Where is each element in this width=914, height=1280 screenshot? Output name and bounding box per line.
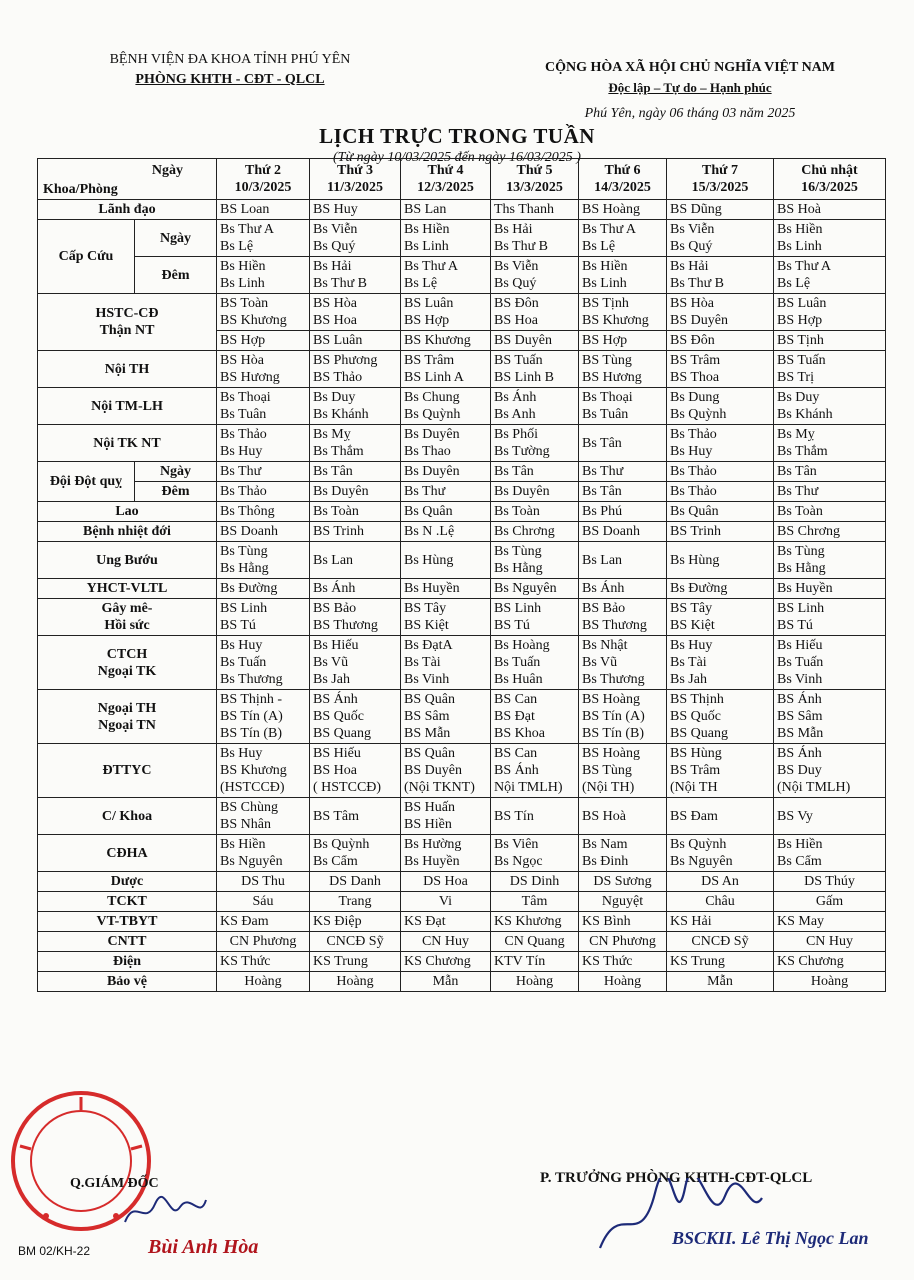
duty-cell: Bs Tùng Bs Hằng (217, 542, 310, 579)
duty-cell: BS Lan (401, 200, 491, 220)
duty-cell: Bs Nhật Bs Vũ Bs Thương (579, 636, 667, 690)
corner-dept-label: Khoa/Phòng (43, 182, 118, 197)
duty-cell: Bs Hiền Bs Nguyên (217, 835, 310, 872)
shift-label: Đêm (135, 482, 217, 502)
duty-cell: Bs Hiếu Bs Vũ Bs Jah (310, 636, 401, 690)
day-header (667, 159, 774, 200)
duty-cell: Bs Viễn Bs Quý (310, 220, 401, 257)
duty-cell: Bs Hải Bs Thư B (667, 257, 774, 294)
duty-cell: Vi (401, 892, 491, 912)
department-cell: Đội Đột quỵ (38, 462, 135, 502)
day-date: 12/3/2025 (417, 180, 474, 195)
duty-cell: BS Ánh BS Quốc BS Quang (310, 690, 401, 744)
duty-cell: BS Đam (667, 798, 774, 835)
duty-cell: Bs Thư (401, 482, 491, 502)
duty-cell: Bs Duy Bs Khánh (310, 388, 401, 425)
duty-cell: Bs Quỳnh Bs Cẩm (310, 835, 401, 872)
duty-cell: Bs Ánh Bs Anh (491, 388, 579, 425)
duty-cell: KS Bình (579, 912, 667, 932)
day-name: Thứ 7 (701, 163, 739, 178)
duty-cell: Bs Thông (217, 502, 310, 522)
duty-cell: Bs Huy BS Khương (HSTCCĐ) (217, 744, 310, 798)
duty-cell: KS Trung (310, 952, 401, 972)
department-name: PHÒNG KHTH - CĐT - QLCL (135, 72, 325, 87)
duty-cell: Bs Duyên Bs Thao (401, 425, 491, 462)
schedule-row (38, 690, 886, 744)
department-cell: Nội TM-LH (38, 388, 217, 425)
department-cell: Nội TK NT (38, 425, 217, 462)
duty-cell: Mẫn (401, 972, 491, 992)
department-cell: C/ Khoa (38, 798, 217, 835)
duty-cell: Bs Mỵ Bs Thắm (310, 425, 401, 462)
duty-cell: Bs Thư (774, 482, 886, 502)
duty-cell: BS Linh BS Tú (774, 599, 886, 636)
duty-cell: Bs Thảo (217, 482, 310, 502)
duty-cell: KS Hải (667, 912, 774, 932)
duty-cell: BS Hòa BS Hoa (310, 294, 401, 331)
duty-cell: BS Đôn BS Hoa (491, 294, 579, 331)
duty-cell: KS Đam (217, 912, 310, 932)
day-header (401, 159, 491, 200)
duty-cell: Bs Quân (401, 502, 491, 522)
duty-cell: BS Thịnh BS Quốc BS Quang (667, 690, 774, 744)
department-cell: Bệnh nhiệt đới (38, 522, 217, 542)
duty-cell: CN Huy (774, 932, 886, 952)
duty-cell: DS Dinh (491, 872, 579, 892)
schedule-row (38, 932, 886, 952)
duty-cell: Bs Phối Bs Tường (491, 425, 579, 462)
department-cell: YHCT-VLTL (38, 579, 217, 599)
duty-cell: KS Điệp (310, 912, 401, 932)
duty-cell: Bs Thư A Bs Lệ (579, 220, 667, 257)
duty-cell: BS Hiếu BS Hoa ( HSTCCĐ) (310, 744, 401, 798)
duty-cell: Bs Ánh (579, 579, 667, 599)
schedule-row (38, 599, 886, 636)
left-signatory-title: Q.GIÁM ĐỐC (70, 1176, 159, 1191)
duty-cell: BS Đôn (667, 331, 774, 351)
duty-cell: CN Phương (217, 932, 310, 952)
nation-title: CỘNG HÒA XÃ HỘI CHỦ NGHĨA VIỆT NAM (544, 60, 835, 75)
duty-cell: BS Tịnh BS Khương (579, 294, 667, 331)
duty-cell: Hoàng (774, 972, 886, 992)
duty-cell: BS Doanh (579, 522, 667, 542)
right-signer-name: BSCKII. Lê Thị Ngọc Lan (672, 1228, 869, 1248)
schedule-row (38, 744, 886, 798)
duty-cell: Bs Huy Bs Tài Bs Jah (667, 636, 774, 690)
day-name: Thứ 6 (604, 163, 641, 178)
duty-cell: BS Loan (217, 200, 310, 220)
shift-label: Ngày (135, 462, 217, 482)
duty-cell: Bs Viễn Bs Quý (667, 220, 774, 257)
duty-cell: BS Chrơng (774, 522, 886, 542)
duty-cell: Bs Tân (579, 425, 667, 462)
duty-cell: Bs Thảo (667, 462, 774, 482)
duty-cell: BS Dũng (667, 200, 774, 220)
right-signatory-title: P. TRƯỞNG PHÒNG KHTH-CĐT-QLCL (540, 1170, 813, 1186)
department-cell: ĐTTYC (38, 744, 217, 798)
duty-cell: BS Luân BS Hợp (401, 294, 491, 331)
duty-cell: BS Hoàng BS Tùng (Nội TH) (579, 744, 667, 798)
duty-cell: BS Chùng BS Nhân (217, 798, 310, 835)
department-cell: CNTT (38, 932, 217, 952)
duty-cell: BS Trinh (667, 522, 774, 542)
duty-cell: Bs Hường Bs Huyền (401, 835, 491, 872)
day-name: Thứ 5 (516, 163, 553, 178)
national-motto: Độc lập – Tự do – Hạnh phúc (608, 80, 772, 95)
duty-cell: Bs Duyên (401, 462, 491, 482)
schedule-row (38, 522, 886, 542)
schedule-row (38, 892, 886, 912)
schedule-row (38, 200, 886, 220)
duty-cell: BS Hợp (579, 331, 667, 351)
schedule-row (38, 835, 886, 872)
duty-cell: Hoàng (579, 972, 667, 992)
duty-cell: Bs Toàn (491, 502, 579, 522)
duty-cell: BS Tây BS Kiệt (667, 599, 774, 636)
duty-cell: Bs Phú (579, 502, 667, 522)
schedule-row (38, 351, 886, 388)
header-row (38, 159, 886, 200)
duty-cell: Bs Viễn Bs Quý (491, 257, 579, 294)
schedule-row (38, 388, 886, 425)
duty-cell: Bs Thư A Bs Lệ (774, 257, 886, 294)
duty-cell: Bs Hải Bs Thư B (491, 220, 579, 257)
duty-cell: BS Hoà (579, 798, 667, 835)
duty-cell: BS Tịnh (774, 331, 886, 351)
duty-cell: KS Đạt (401, 912, 491, 932)
duty-cell: DS Thu (217, 872, 310, 892)
day-header (579, 159, 667, 200)
department-cell: Lao (38, 502, 217, 522)
duty-cell: BS Hòa BS Duyên (667, 294, 774, 331)
duty-cell: DS An (667, 872, 774, 892)
duty-cell: Bs Duyên (491, 482, 579, 502)
duty-cell: BS Duyên (491, 331, 579, 351)
duty-cell: BS Trâm BS Linh A (401, 351, 491, 388)
duty-cell: BS Ánh BS Sâm BS Mẫn (774, 690, 886, 744)
department-cell: Bảo vệ (38, 972, 217, 992)
duty-cell: Hoàng (217, 972, 310, 992)
duty-cell: KS Trung (667, 952, 774, 972)
duty-cell: Bs Tân (310, 462, 401, 482)
duty-cell: Bs Hiền Bs Linh (774, 220, 886, 257)
duty-cell: Bs Thư (579, 462, 667, 482)
duty-cell: BS Toàn BS Khương (217, 294, 310, 331)
corner-header (38, 159, 217, 200)
schedule-row (38, 872, 886, 892)
duty-cell: Bs Thoại Bs Tuân (217, 388, 310, 425)
duty-cell: Bs Quỳnh Bs Nguyên (667, 835, 774, 872)
duty-cell: CNCĐ Sỹ (310, 932, 401, 952)
day-date: 15/3/2025 (691, 180, 749, 195)
duty-cell: Bs Ánh (310, 579, 401, 599)
duty-cell: KS Khương (491, 912, 579, 932)
department-cell: HSTC-CĐ Thận NT (38, 294, 217, 351)
duty-cell: Bs Thư A Bs Lệ (401, 257, 491, 294)
duty-cell: Bs N .Lệ (401, 522, 491, 542)
issue-date: Phú Yên, ngày 06 tháng 03 năm 2025 (584, 106, 796, 121)
duty-cell: Bs Thư (217, 462, 310, 482)
duty-cell: Bs Tân (774, 462, 886, 482)
duty-cell: BS Hoà (774, 200, 886, 220)
duty-cell: BS Khương (401, 331, 491, 351)
schedule-row (38, 579, 886, 599)
corner-day-label: Ngày (151, 163, 183, 178)
duty-cell: BS Tây BS Kiệt (401, 599, 491, 636)
department-cell: Ngoại TH Ngoại TN (38, 690, 217, 744)
schedule-row (38, 952, 886, 972)
duty-cell: Hoàng (491, 972, 579, 992)
duty-cell: CNCĐ Sỹ (667, 932, 774, 952)
duty-cell: BS Ánh BS Duy (Nội TMLH) (774, 744, 886, 798)
duty-cell: Bs Hiếu Bs Tuấn Bs Vinh (774, 636, 886, 690)
duty-cell: BS Can BS Ánh Nội TMLH) (491, 744, 579, 798)
duty-cell: Bs Huyền (401, 579, 491, 599)
duty-cell: Bs Lan (579, 542, 667, 579)
duty-cell: Bs Hiền Bs Cẩm (774, 835, 886, 872)
duty-cell: Bs Thoại Bs Tuân (579, 388, 667, 425)
day-date: 10/3/2025 (234, 180, 292, 195)
duty-cell: BS Quân BS Duyên (Nội TKNT) (401, 744, 491, 798)
duty-cell: CN Huy (401, 932, 491, 952)
schedule-row (38, 636, 886, 690)
duty-cell: BS Trinh (310, 522, 401, 542)
duty-cell: BS Trâm BS Thoa (667, 351, 774, 388)
duty-cell: KS May (774, 912, 886, 932)
document-title: LỊCH TRỰC TRONG TUẦN (319, 124, 595, 148)
duty-cell: Bs Huy Bs Tuấn Bs Thương (217, 636, 310, 690)
department-cell: CĐHA (38, 835, 217, 872)
schedule-row (38, 502, 886, 522)
duty-cell: BS Luân BS Hợp (774, 294, 886, 331)
duty-cell: DS Danh (310, 872, 401, 892)
duty-cell: KS Thức (579, 952, 667, 972)
day-name: Thứ 3 (336, 163, 374, 178)
schedule-row (38, 912, 886, 932)
department-cell: Điện (38, 952, 217, 972)
duty-cell: BS Luân (310, 331, 401, 351)
day-header (217, 159, 310, 200)
duty-cell: Bs Đường (217, 579, 310, 599)
duty-cell: Hoàng (310, 972, 401, 992)
duty-cell: Bs Toàn (310, 502, 401, 522)
duty-cell: DS Thúy (774, 872, 886, 892)
duty-cell: Bs Hiền Bs Linh (579, 257, 667, 294)
duty-cell: BS Can BS Đạt BS Khoa (491, 690, 579, 744)
day-header (774, 159, 886, 200)
duty-cell: Bs Toàn (774, 502, 886, 522)
duty-cell: BS Hoàng (579, 200, 667, 220)
duty-cell: Ths Thanh (491, 200, 579, 220)
duty-cell: BS Huấn BS Hiền (401, 798, 491, 835)
department-cell: CTCH Ngoại TK (38, 636, 217, 690)
duty-cell: Bs ĐạtA Bs Tài Bs Vinh (401, 636, 491, 690)
duty-cell: BS Bảo BS Thương (310, 599, 401, 636)
schedule-row (38, 972, 886, 992)
duty-cell: BS Phương BS Thảo (310, 351, 401, 388)
day-header (310, 159, 401, 200)
duty-cell: Bs Nam Bs Đinh (579, 835, 667, 872)
duty-cell: BS Vy (774, 798, 886, 835)
duty-cell: BS Hoàng BS Tín (A) BS Tín (B) (579, 690, 667, 744)
duty-cell: Bs Mỵ Bs Thắm (774, 425, 886, 462)
duty-cell: Nguyệt (579, 892, 667, 912)
hospital-name: BỆNH VIỆN ĐA KHOA TỈNH PHÚ YÊN (109, 52, 351, 67)
duty-cell: Trang (310, 892, 401, 912)
schedule-row (38, 462, 886, 482)
day-date: 14/3/2025 (594, 180, 651, 195)
duty-schedule-table (37, 158, 886, 992)
duty-cell: BS Huy (310, 200, 401, 220)
schedule-row (38, 542, 886, 579)
department-cell: Nội TH (38, 351, 217, 388)
schedule-row (38, 220, 886, 257)
duty-cell: BS Doanh (217, 522, 310, 542)
duty-cell: Bs Lan (310, 542, 401, 579)
day-date: 11/3/2025 (326, 180, 383, 195)
duty-cell: BS Bảo BS Thương (579, 599, 667, 636)
duty-cell: CN Phương (579, 932, 667, 952)
department-cell: VT-TBYT (38, 912, 217, 932)
left-signer-name: Bùi Anh Hòa (148, 1236, 259, 1258)
duty-cell: Bs Hùng (667, 542, 774, 579)
duty-cell: BS Hợp (217, 331, 310, 351)
duty-cell: Bs Viên Bs Ngọc (491, 835, 579, 872)
duty-cell: Bs Chung Bs Quỳnh (401, 388, 491, 425)
form-code: BM 02/KH-22 (18, 1244, 91, 1258)
duty-cell: DS Sương (579, 872, 667, 892)
duty-cell: Mẫn (667, 972, 774, 992)
schedule-row (38, 425, 886, 462)
duty-cell: Bs Huyền (774, 579, 886, 599)
duty-cell: KS Chương (774, 952, 886, 972)
duty-cell: Bs Hải Bs Thư B (310, 257, 401, 294)
duty-cell: Bs Thảo (667, 482, 774, 502)
department-cell: Cấp Cứu (38, 220, 135, 294)
day-date: 16/3/2025 (801, 180, 858, 195)
duty-cell: Bs Hùng (401, 542, 491, 579)
duty-cell: Bs Thảo Bs Huy (217, 425, 310, 462)
department-cell: Ung Bướu (38, 542, 217, 579)
duty-cell: Tâm (491, 892, 579, 912)
shift-label: Đêm (135, 257, 217, 294)
duty-cell: Sáu (217, 892, 310, 912)
day-name: Thứ 4 (427, 163, 464, 178)
duty-cell: Bs Hoàng Bs Tuấn Bs Huân (491, 636, 579, 690)
duty-cell: Bs Duyên (310, 482, 401, 502)
schedule-row (38, 294, 886, 331)
duty-cell: Bs Hiền Bs Linh (217, 257, 310, 294)
duty-cell: Bs Dung Bs Quỳnh (667, 388, 774, 425)
schedule-row (38, 798, 886, 835)
duty-cell: Bs Tân (579, 482, 667, 502)
duty-cell: Bs Chrơng (491, 522, 579, 542)
duty-cell: BS Tuấn BS Linh B (491, 351, 579, 388)
day-name: Thứ 2 (244, 163, 282, 178)
duty-cell: KS Thức (217, 952, 310, 972)
issuer-block (70, 50, 390, 90)
national-header (505, 58, 875, 124)
duty-cell: Bs Duy Bs Khánh (774, 388, 886, 425)
duty-cell: Bs Đường (667, 579, 774, 599)
duty-cell: CN Quang (491, 932, 579, 952)
day-name: Chủ nhật (801, 163, 858, 178)
department-cell: Lãnh đạo (38, 200, 217, 220)
duty-cell: BS Tuấn BS Trị (774, 351, 886, 388)
duty-cell: Bs Tùng Bs Hằng (491, 542, 579, 579)
duty-cell: BS Hùng BS Trâm (Nội TH (667, 744, 774, 798)
duty-cell: KTV Tín (491, 952, 579, 972)
duty-cell: BS Linh BS Tú (217, 599, 310, 636)
department-cell: TCKT (38, 892, 217, 912)
duty-cell: BS Thịnh - BS Tín (A) BS Tín (B) (217, 690, 310, 744)
duty-cell: Bs Thảo Bs Huy (667, 425, 774, 462)
duty-cell: Gấm (774, 892, 886, 912)
duty-cell: DS Hoa (401, 872, 491, 892)
duty-cell: BS Tâm (310, 798, 401, 835)
left-signature-scribble (120, 1192, 210, 1232)
day-date: 13/3/2025 (506, 180, 563, 195)
document-subtitle: (Từ ngày 10/03/2025 đến ngày 16/03/2025 ) (333, 150, 581, 165)
duty-cell: Bs Hiền Bs Linh (401, 220, 491, 257)
duty-cell: Bs Quân (667, 502, 774, 522)
duty-cell: BS Hòa BS Hương (217, 351, 310, 388)
duty-cell: Bs Thư A Bs Lệ (217, 220, 310, 257)
duty-cell: Bs Tân (491, 462, 579, 482)
duty-cell: BS Quân BS Sâm BS Mẫn (401, 690, 491, 744)
department-cell: Gây mê- Hồi sức (38, 599, 217, 636)
duty-cell: KS Chương (401, 952, 491, 972)
duty-cell: BS Tùng BS Hương (579, 351, 667, 388)
duty-cell: Châu (667, 892, 774, 912)
duty-cell: BS Tín (491, 798, 579, 835)
schedule-row (38, 257, 886, 294)
duty-cell: Bs Nguyên (491, 579, 579, 599)
day-header (491, 159, 579, 200)
shift-label: Ngày (135, 220, 217, 257)
schedule-row (38, 482, 886, 502)
duty-cell: Bs Tùng Bs Hằng (774, 542, 886, 579)
duty-cell: BS Linh BS Tú (491, 599, 579, 636)
department-cell: Dược (38, 872, 217, 892)
